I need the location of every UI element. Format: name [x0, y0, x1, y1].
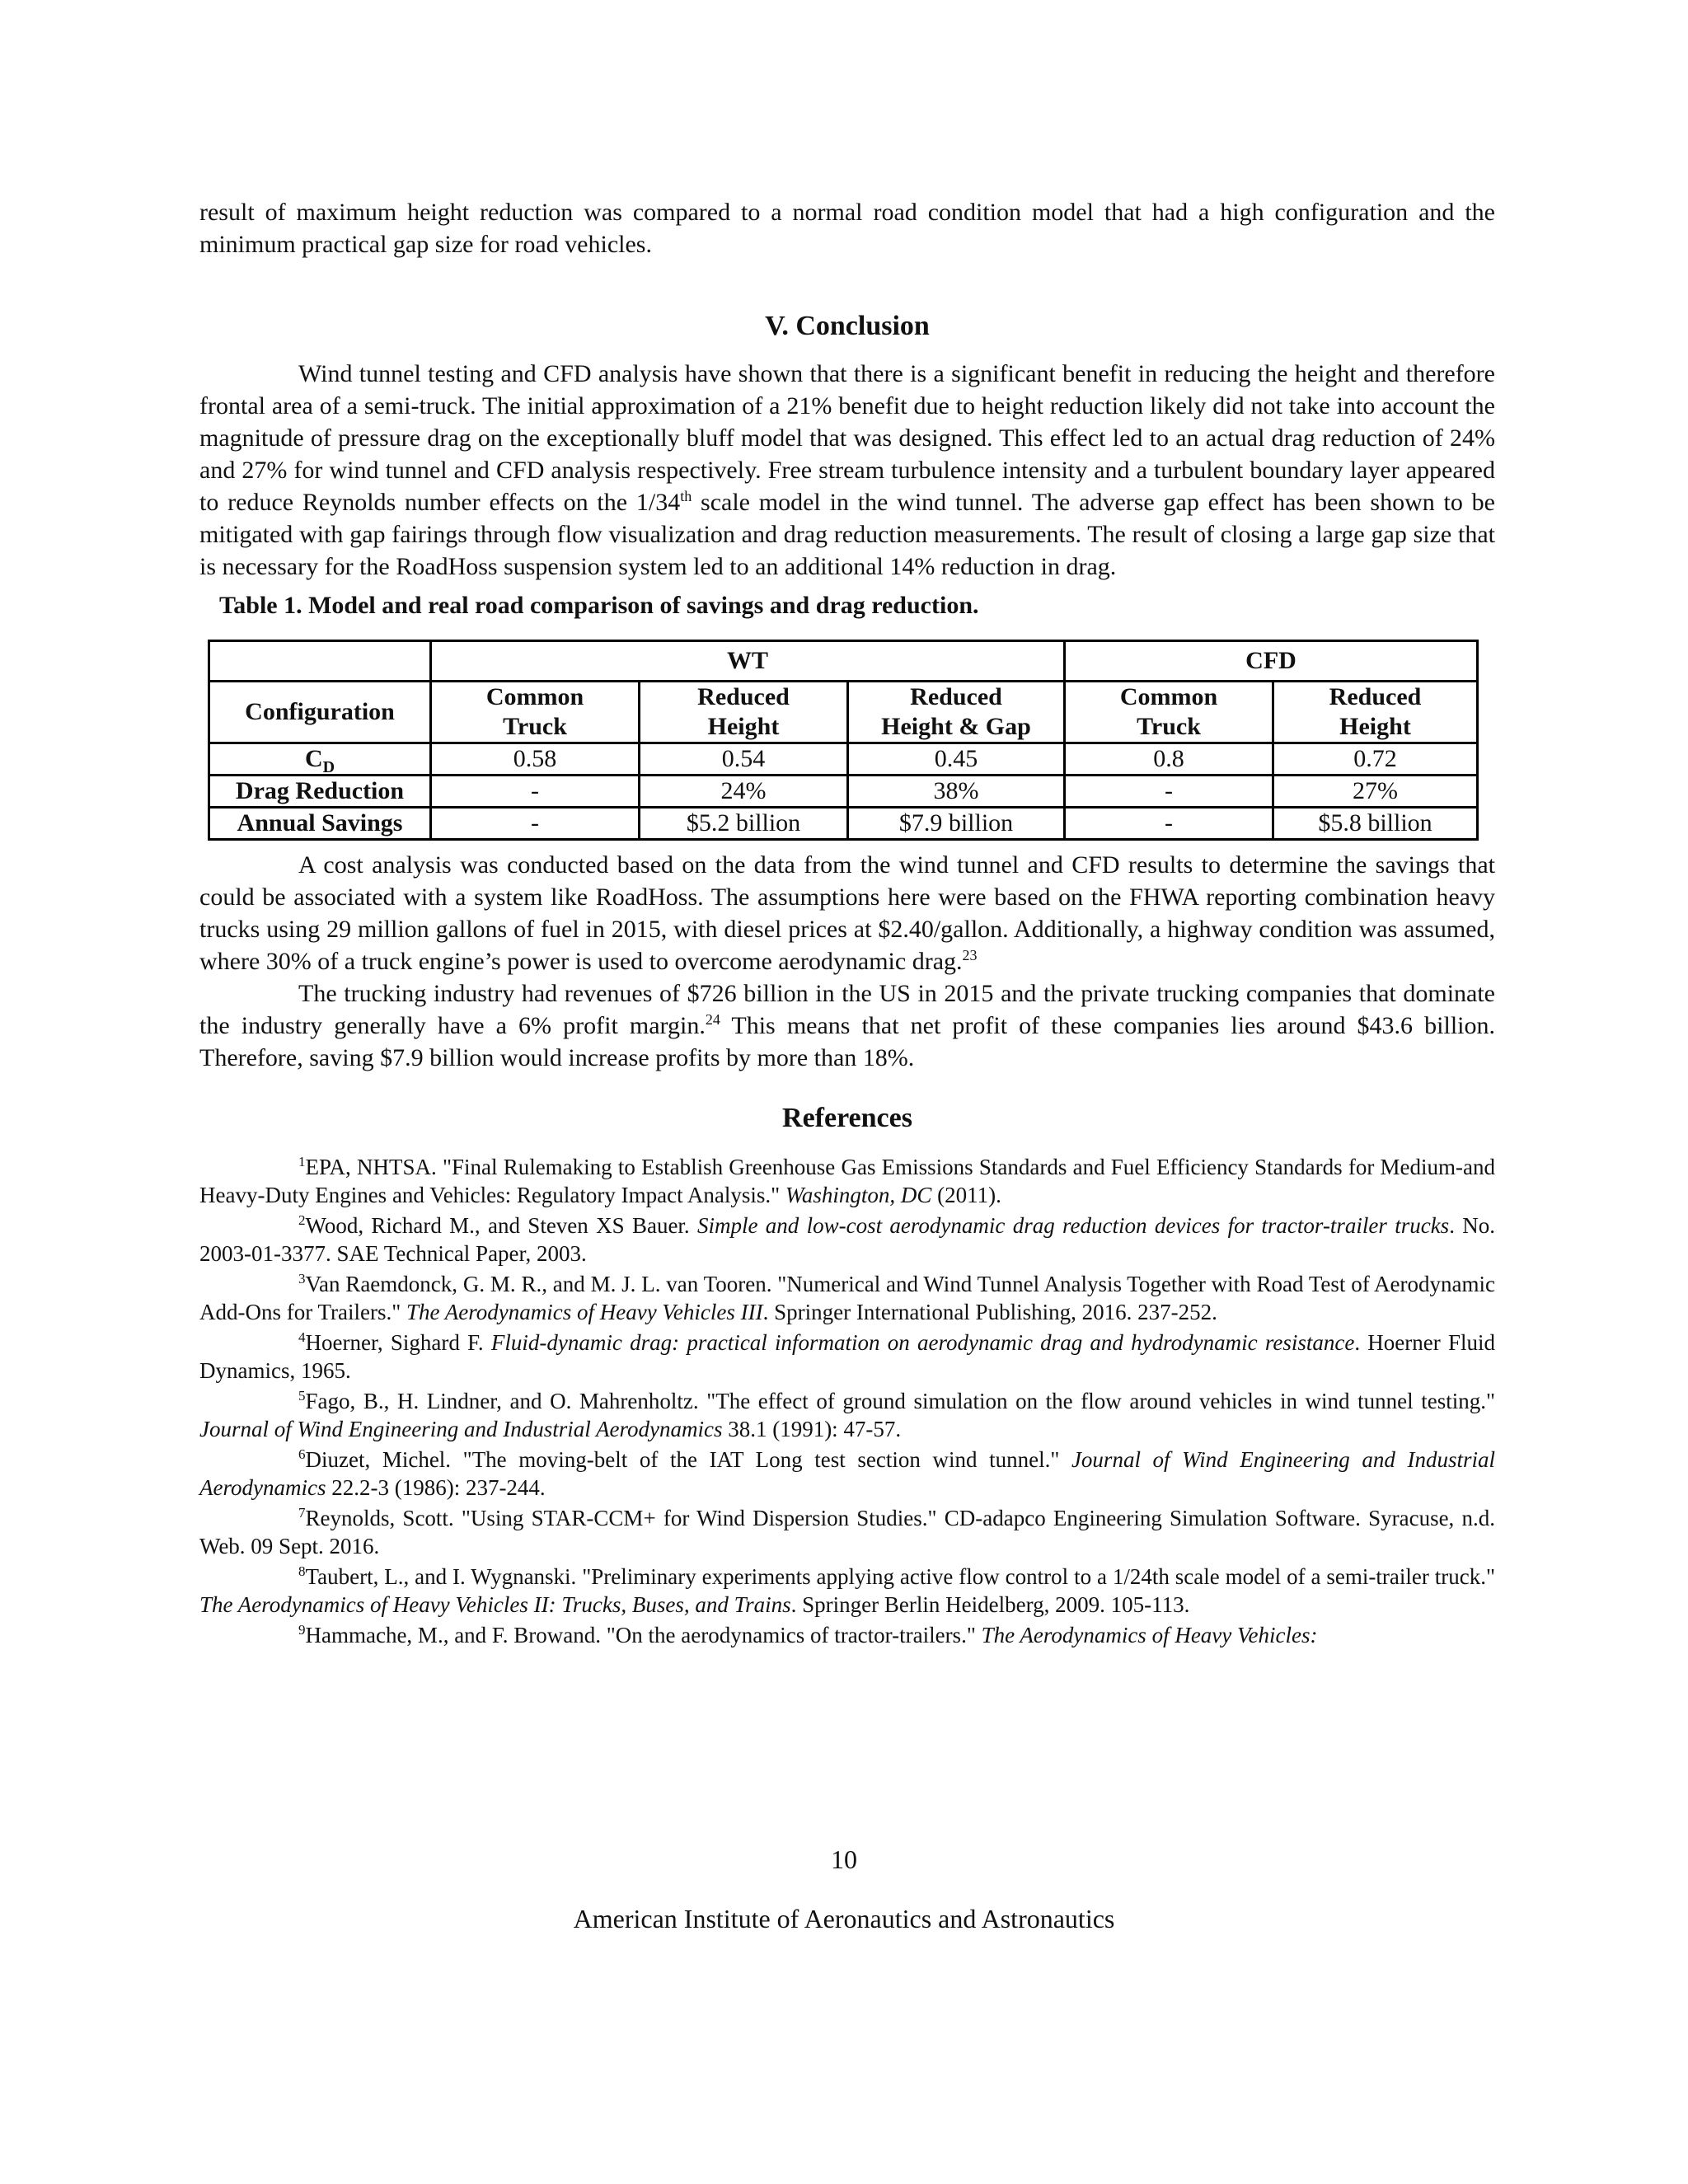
- reference-number: 3: [298, 1271, 306, 1286]
- reference-text: Taubert, L., and I. Wygnanski. "Preliminary experiments applying active flow control to a 1/24th scale model of a semi-trailer truck.": [305, 1564, 1495, 1589]
- column-header-line: Height: [1339, 713, 1411, 740]
- table-cell: 27%: [1273, 776, 1478, 808]
- conclusion-text-2: scale model in the wind tunnel. The adverse gap effect has been shown to be mitigated with gap fairings through flow visualization and drag reduction measurements. The result of closing a large gap size that is necessary for the RoadHoss suspension system led to an additional 14% reduction in drag.: [199, 489, 1495, 580]
- reference-number: 6: [298, 1446, 306, 1462]
- cost-analysis-text: A cost analysis was conducted based on the data from the wind tunnel and CFD results to determine the savings that could be associated with a system like RoadHoss. The assumptions here were based on the FHWA reporting combination heavy trucks using 29 million gallons of fuel in 2015, with diesel prices at $2.40/gallon. Additionally, a highway condition was assumed, where 30% of a truck engine’s power is used to overcome aerodynamic drag.: [199, 851, 1495, 975]
- reference-text: Wood, Richard M., and Steven XS Bauer.: [305, 1213, 697, 1238]
- table-corner-cell: [209, 641, 431, 682]
- table-cell: -: [1065, 808, 1273, 840]
- reference-item: [199, 1563, 1495, 1619]
- reference-text-end: 22.2-3 (1986): 237-244.: [326, 1475, 546, 1500]
- row-label: Annual Savings: [209, 808, 431, 840]
- reference-text: EPA, NHTSA. "Final Rulemaking to Establish Greenhouse Gas Emissions Standards and Fuel Efficiency Standards for Medium-and Heavy-Duty Engines and Vehicles: Regulatory Impact Analysis.": [199, 1155, 1495, 1207]
- reference-number: 1: [298, 1154, 306, 1169]
- reference-item: [199, 1329, 1495, 1385]
- column-header-line: Common: [1119, 683, 1218, 710]
- table-caption: Table 1. Model and real road comparison of savings and drag reduction.: [219, 592, 979, 619]
- profit-text-1: The trucking industry had revenues of $726 billion in the US in 2015 and the private trucking companies that dominate the industry generally have a 6% profit margin.: [199, 980, 1495, 1039]
- reference-item: [199, 1504, 1495, 1560]
- row-label-subscript: D: [322, 758, 335, 776]
- reference-text-end: . Springer International Publishing, 2016. 237-252.: [762, 1300, 1217, 1324]
- reference-item: [199, 1446, 1495, 1502]
- cost-analysis-superscript: 23: [962, 947, 978, 963]
- conclusion-text-1: Wind tunnel testing and CFD analysis have shown that there is a significant benefit in reducing the height and therefore frontal area of a semi-truck. The initial approximation of a 21% benefit due to height reduction likely did not take into account the magnitude of pressure drag on the exceptionally bluff model that was designed. This effect led to an actual drag reduction of 24% and 27% for wind tunnel and CFD analysis respectively. Free stream turbulence intensity and a turbulent boundary layer appeared to reduce Reynolds number effects on the 1/34: [199, 360, 1495, 516]
- reference-text-end: (2011).: [931, 1183, 1001, 1207]
- reference-number: 7: [298, 1505, 306, 1521]
- row-label-text: C: [304, 745, 323, 772]
- reference-item: [199, 1621, 1495, 1649]
- table-cell: $7.9 billion: [848, 808, 1065, 840]
- table-group-header-row: [209, 641, 1478, 682]
- footer-organization: American Institute of Aeronautics and Astronautics: [573, 1904, 1115, 1933]
- reference-text-end: . No. 2003-01-3377. SAE Technical Paper, 2003.: [199, 1213, 1496, 1266]
- reference-italic-text: The Aerodynamics of Heavy Vehicles II: Trucks, Buses, and Trains: [199, 1592, 791, 1617]
- table-cell: 0.58: [431, 743, 640, 776]
- reference-italic-text: Journal of Wind Engineering and Industrial Aerodynamics: [199, 1447, 1495, 1500]
- reference-italic-text: Fluid-dynamic drag: practical information on aerodynamic drag and hydrodynamic resistance: [490, 1330, 1355, 1355]
- reference-italic-text: The Aerodynamics of Heavy Vehicles III: [406, 1300, 763, 1324]
- table-cell: 0.72: [1273, 743, 1478, 776]
- reference-text: Hoerner, Sighard F.: [305, 1330, 491, 1355]
- column-header-line: Height: [707, 713, 780, 740]
- cfd-group-header: CFD: [1065, 641, 1478, 682]
- conclusion-paragraph: [199, 358, 1495, 583]
- reference-item: [199, 1153, 1495, 1209]
- column-header-line: Reduced: [697, 683, 790, 710]
- reference-italic-text: The Aerodynamics of Heavy Vehicles:: [981, 1623, 1318, 1647]
- table-cell: $5.2 billion: [640, 808, 848, 840]
- column-header-line: Reduced: [910, 683, 1002, 710]
- column-header: [848, 682, 1065, 743]
- reference-italic-text: Journal of Wind Engineering and Industrial Aerodynamics: [199, 1417, 723, 1441]
- reference-text: Van Raemdonck, G. M. R., and M. J. L. van Tooren. "Numerical and Wind Tunnel Analysis Together with Road Test of Aerodynamic Add-Ons for Trailers.": [199, 1272, 1495, 1324]
- column-header: [1065, 682, 1273, 743]
- configuration-header: Configuration: [209, 682, 431, 743]
- profit-superscript: 24: [705, 1011, 720, 1028]
- table-cell: -: [1065, 776, 1273, 808]
- table-cell: $5.8 billion: [1273, 808, 1478, 840]
- cost-analysis-paragraph: [199, 849, 1495, 977]
- reference-text: Diuzet, Michel. "The moving-belt of the IAT Long test section wind tunnel.": [305, 1447, 1071, 1472]
- reference-text-end: . Springer Berlin Heidelberg, 2009. 105-113.: [790, 1592, 1190, 1617]
- reference-item: [199, 1270, 1495, 1326]
- column-header: [640, 682, 848, 743]
- row-label: Drag Reduction: [209, 776, 431, 808]
- reference-number: 2: [298, 1212, 306, 1228]
- table-cell: -: [431, 808, 640, 840]
- column-header-line: Common: [485, 683, 584, 710]
- reference-item: [199, 1212, 1495, 1268]
- column-header: [1273, 682, 1478, 743]
- table-cell: 0.45: [848, 743, 1065, 776]
- reference-text: Fago, B., H. Lindner, and O. Mahrenholtz. "The effect of ground simulation on the flow around vehicles in wind tunnel testing.": [305, 1389, 1495, 1413]
- table-column-header-row: [209, 682, 1478, 743]
- conclusion-heading: V. Conclusion: [765, 311, 930, 341]
- reference-number: 4: [298, 1329, 306, 1345]
- table-cell: 0.54: [640, 743, 848, 776]
- column-header-line: Truck: [1137, 713, 1201, 740]
- page-number: 10: [831, 1844, 857, 1874]
- table-cell: 24%: [640, 776, 848, 808]
- conclusion-superscript: th: [680, 488, 692, 504]
- table-cell: 0.8: [1065, 743, 1273, 776]
- table-cell: 38%: [848, 776, 1065, 808]
- reference-number: 9: [298, 1622, 306, 1638]
- reference-item: [199, 1387, 1495, 1443]
- reference-italic-text: Simple and low-cost aerodynamic drag reduction devices for tractor-trailer trucks: [697, 1213, 1450, 1238]
- reference-list: [199, 1153, 1495, 1649]
- table-row: [209, 808, 1478, 840]
- wt-group-header: WT: [431, 641, 1065, 682]
- reference-text: Reynolds, Scott. "Using STAR-CCM+ for Wind Dispersion Studies." CD-adapco Engineering Simulation Software. Syracuse, n.d. Web. 09 Sept. 2016.: [199, 1506, 1495, 1558]
- intro-paragraph: result of maximum height reduction was compared to a normal road condition model that had a high configuration and the minimum practical gap size for road vehicles.: [199, 199, 1495, 258]
- page-content: [199, 196, 1495, 1649]
- reference-text-end: . Hoerner Fluid Dynamics, 1965.: [199, 1330, 1496, 1383]
- results-table: [208, 640, 1479, 841]
- table-row: [209, 776, 1478, 808]
- column-header-line: Truck: [503, 713, 567, 740]
- table-cell: -: [431, 776, 640, 808]
- reference-italic-text: Washington, DC: [785, 1183, 932, 1207]
- column-header-line: Height & Gap: [881, 713, 1031, 740]
- profit-paragraph: [199, 977, 1495, 1074]
- references-heading: References: [782, 1103, 912, 1133]
- table-row: [209, 743, 1478, 776]
- column-header-line: Reduced: [1329, 683, 1422, 710]
- column-header: [431, 682, 640, 743]
- reference-number: 5: [298, 1388, 306, 1404]
- profit-text-2: This means that net profit of these companies lies around $43.6 billion. Therefore, saving $7.9 billion would increase profits by more than 18%.: [199, 1012, 1495, 1071]
- reference-text: Hammache, M., and F. Browand. "On the aerodynamics of tractor-trailers.": [305, 1623, 982, 1647]
- reference-text-end: 38.1 (1991): 47-57.: [722, 1417, 902, 1441]
- reference-number: 8: [298, 1563, 306, 1579]
- row-label: [209, 743, 431, 776]
